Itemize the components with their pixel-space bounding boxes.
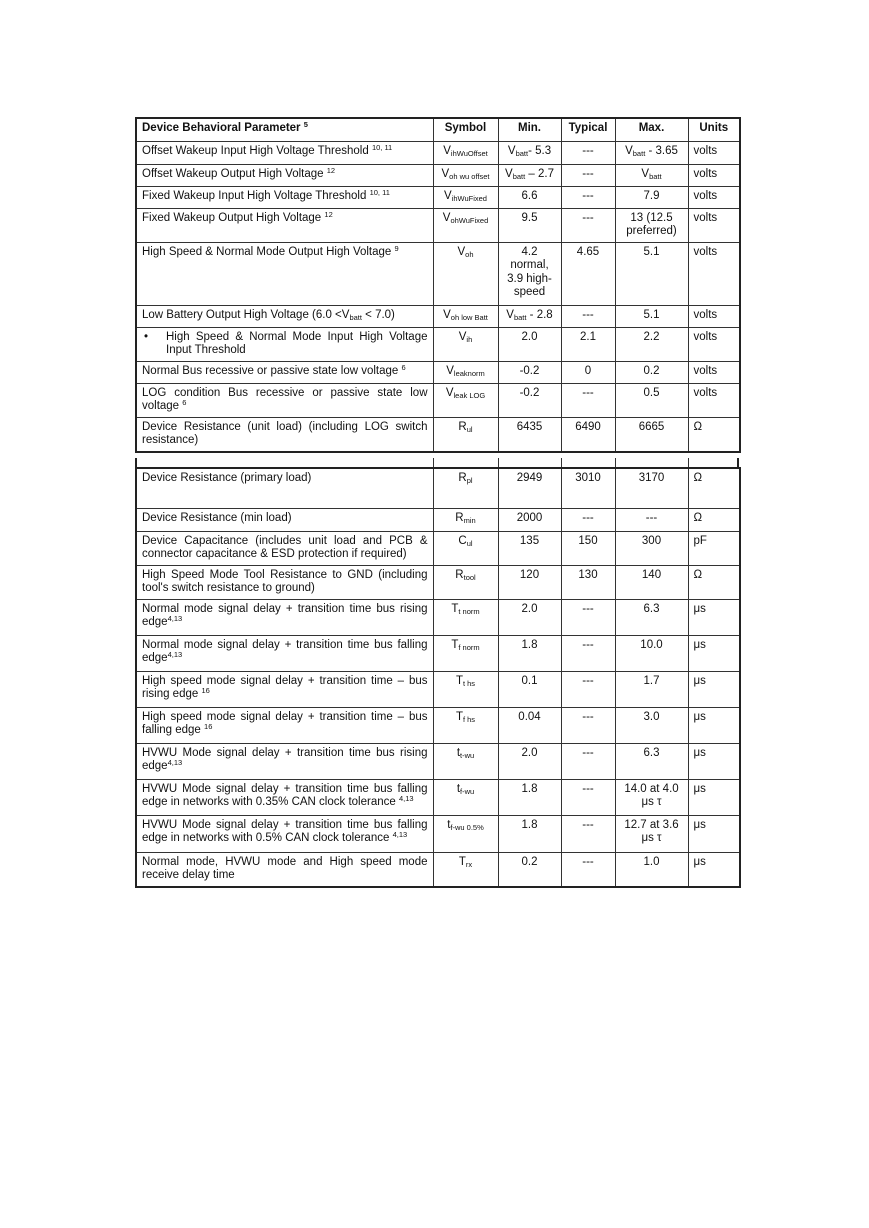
typical-cell: --- (561, 305, 615, 327)
max-cell: $V_{batt}$ (615, 164, 688, 186)
typical-cell: 3010 (561, 468, 615, 508)
symbol-cell: $V_{leak LOG}$ (433, 383, 498, 417)
min-cell: 0.2 (498, 852, 561, 887)
table-row (136, 707, 740, 743)
param-cell: LOG condition Bus recessive or passive state low voltage $^6$ (136, 383, 433, 417)
table-row (136, 508, 740, 531)
units-cell: volts (688, 327, 740, 361)
param-cell: Offset Wakeup Output High Voltage $^{12}$ (136, 164, 433, 186)
param-cell: Offset Wakeup Input High Voltage Threshold $^{10, 11}$ (136, 141, 433, 164)
max-cell: 7.9 (615, 186, 688, 208)
table-row (136, 779, 740, 815)
max-cell: 300 (615, 531, 688, 565)
header-symbol: Symbol (433, 118, 498, 141)
min-cell: 2.0 (498, 599, 561, 635)
typical-cell: --- (561, 164, 615, 186)
units-cell: Ω (688, 565, 740, 599)
symbol-cell: $T_{f norm}$ (433, 635, 498, 671)
table-row (136, 743, 740, 779)
typical-cell: --- (561, 208, 615, 242)
typical-cell: 6490 (561, 417, 615, 452)
symbol-cell: $V_{ohWuFixed}$ (433, 208, 498, 242)
units-cell: volts (688, 361, 740, 383)
max-cell: --- (615, 508, 688, 531)
typical-cell: --- (561, 743, 615, 779)
min-cell: 120 (498, 565, 561, 599)
header-max: Max. (615, 118, 688, 141)
param-cell: HVWU Mode signal delay + transition time bus falling edge in networks with 0.5% CAN clock tolerance $^{4,13}$ (136, 815, 433, 852)
table-row (136, 852, 740, 887)
typical-cell: 150 (561, 531, 615, 565)
max-cell: 6.3 (615, 743, 688, 779)
units-cell: volts (688, 164, 740, 186)
table-row (136, 531, 740, 565)
min-cell: 2949 (498, 468, 561, 508)
table-row (136, 327, 740, 361)
typical-cell: --- (561, 599, 615, 635)
table-row (136, 242, 740, 305)
typical-cell: 0 (561, 361, 615, 383)
units-cell: μs (688, 635, 740, 671)
param-cell: Normal mode signal delay + transition time bus falling edge$^{4,13}$ (136, 635, 433, 671)
symbol-cell: $R_{pl}$ (433, 468, 498, 508)
symbol-cell: $t_{t-wu}$ (433, 743, 498, 779)
max-cell: $V_{batt} - 3.65$ (615, 141, 688, 164)
symbol-cell: $V_{oh wu offset}$ (433, 164, 498, 186)
max-cell: 13 (12.5 preferred) (615, 208, 688, 242)
min-cell: 0.1 (498, 671, 561, 707)
spec-table-part-1 (135, 117, 741, 453)
min-cell: -0.2 (498, 361, 561, 383)
table-row (136, 635, 740, 671)
typical-cell: --- (561, 707, 615, 743)
table-row (136, 164, 740, 186)
param-cell: Fixed Wakeup Output High Voltage $^{12}$ (136, 208, 433, 242)
units-cell: μs (688, 671, 740, 707)
param-cell: Device Resistance (min load) (136, 508, 433, 531)
min-cell: 6435 (498, 417, 561, 452)
units-cell: Ω (688, 417, 740, 452)
table-row (136, 565, 740, 599)
max-cell: 6.3 (615, 599, 688, 635)
symbol-cell: $t_{f-wu}$ (433, 779, 498, 815)
param-cell: • High Speed & Normal Mode Input High Voltage Input Threshold (136, 327, 433, 361)
table-row (136, 815, 740, 852)
param-cell: High Speed Mode Tool Resistance to GND (including tool's switch resistance to ground) (136, 565, 433, 599)
min-cell: -0.2 (498, 383, 561, 417)
typical-cell: --- (561, 671, 615, 707)
units-cell: μs (688, 779, 740, 815)
min-cell: 1.8 (498, 779, 561, 815)
typical-cell: --- (561, 186, 615, 208)
symbol-cell: $V_{ihWuFixed}$ (433, 186, 498, 208)
table-row (136, 208, 740, 242)
min-cell: $V_{batt} - 2.8$ (498, 305, 561, 327)
typical-cell: --- (561, 635, 615, 671)
table-row (136, 417, 740, 452)
min-cell: 2000 (498, 508, 561, 531)
typical-cell: 4.65 (561, 242, 615, 305)
max-cell: 5.1 (615, 242, 688, 305)
table-row (136, 383, 740, 417)
max-cell: 12.7 at 3.6 μs τ (615, 815, 688, 852)
symbol-cell: $V_{ih}$ (433, 327, 498, 361)
units-cell: Ω (688, 468, 740, 508)
max-cell: 6665 (615, 417, 688, 452)
symbol-cell: $R_{min}$ (433, 508, 498, 531)
param-cell: Low Battery Output High Voltage $(6.0 <V_{batt} < 7.0)$ (136, 305, 433, 327)
min-cell: 2.0 (498, 327, 561, 361)
units-cell: μs (688, 815, 740, 852)
page-break-divider (135, 458, 739, 467)
units-cell: volts (688, 305, 740, 327)
min-cell: 0.04 (498, 707, 561, 743)
units-cell: volts (688, 242, 740, 305)
typical-cell: --- (561, 852, 615, 887)
header-units: Units (688, 118, 740, 141)
units-cell: μs (688, 599, 740, 635)
min-cell: 9.5 (498, 208, 561, 242)
units-cell: volts (688, 383, 740, 417)
symbol-cell: $T_{f hs}$ (433, 707, 498, 743)
table-row (136, 305, 740, 327)
min-cell: 1.8 (498, 815, 561, 852)
symbol-cell: $V_{ihWuOffset}$ (433, 141, 498, 164)
max-cell: 3170 (615, 468, 688, 508)
max-cell: 0.5 (615, 383, 688, 417)
max-cell: 1.0 (615, 852, 688, 887)
max-cell: 0.2 (615, 361, 688, 383)
typical-cell: --- (561, 508, 615, 531)
symbol-cell: $T_{rx}$ (433, 852, 498, 887)
max-cell: 5.1 (615, 305, 688, 327)
max-cell: 14.0 at 4.0 μs τ (615, 779, 688, 815)
min-cell: 4.2 normal, 3.9 high-speed (498, 242, 561, 305)
min-cell: 2.0 (498, 743, 561, 779)
table-row (136, 599, 740, 635)
typical-cell: --- (561, 815, 615, 852)
bullet-icon: • (144, 330, 149, 343)
symbol-cell: $V_{oh low Batt}$ (433, 305, 498, 327)
symbol-cell: $t_{f-wu 0.5\%}$ (433, 815, 498, 852)
param-cell: HVWU Mode signal delay + transition time bus rising edge$^{4,13}$ (136, 743, 433, 779)
max-cell: 140 (615, 565, 688, 599)
typical-cell: --- (561, 141, 615, 164)
units-cell: pF (688, 531, 740, 565)
table-row (136, 141, 740, 164)
symbol-cell: $R_{ul}$ (433, 417, 498, 452)
max-cell: 1.7 (615, 671, 688, 707)
spec-table-part-2 (135, 467, 741, 888)
table-row (136, 468, 740, 508)
param-cell: HVWU Mode signal delay + transition time bus falling edge in networks with 0.35% CAN clock tolerance $^{4,13}$ (136, 779, 433, 815)
min-cell: 1.8 (498, 635, 561, 671)
units-cell: μs (688, 707, 740, 743)
header-min: Min. (498, 118, 561, 141)
param-cell: Device Resistance (primary load) (136, 468, 433, 508)
min-cell: $V_{batt}-$ 5.3 (498, 141, 561, 164)
max-cell: 3.0 (615, 707, 688, 743)
units-cell: Ω (688, 508, 740, 531)
units-cell: volts (688, 141, 740, 164)
table-header-row (136, 118, 740, 141)
symbol-cell: $V_{oh}$ (433, 242, 498, 305)
symbol-cell: $T_{t norm}$ (433, 599, 498, 635)
typical-cell: --- (561, 383, 615, 417)
header-parameter: Device Behavioral Parameter $^5$ (136, 118, 433, 141)
table-row (136, 361, 740, 383)
symbol-cell: $V_{leaknorm}$ (433, 361, 498, 383)
typical-cell: --- (561, 779, 615, 815)
max-cell: 2.2 (615, 327, 688, 361)
units-cell: volts (688, 186, 740, 208)
param-cell: High speed mode signal delay + transition time – bus rising edge $^{16}$ (136, 671, 433, 707)
units-cell: μs (688, 743, 740, 779)
param-cell: Normal Bus recessive or passive state low voltage $^6$ (136, 361, 433, 383)
param-cell: High speed mode signal delay + transition time – bus falling edge $^{16}$ (136, 707, 433, 743)
table-row (136, 186, 740, 208)
symbol-cell: $C_{ul}$ (433, 531, 498, 565)
header-typical: Typical (561, 118, 615, 141)
min-cell: $V_{batt} - 2.7$ (498, 164, 561, 186)
min-cell: 135 (498, 531, 561, 565)
param-cell: Normal mode signal delay + transition time bus rising edge$^{4,13}$ (136, 599, 433, 635)
param-cell: Device Resistance (unit load) (including LOG switch resistance) (136, 417, 433, 452)
max-cell: 10.0 (615, 635, 688, 671)
param-cell: Fixed Wakeup Input High Voltage Threshold $^{10, 11}$ (136, 186, 433, 208)
units-cell: volts (688, 208, 740, 242)
param-cell: High Speed & Normal Mode Output High Voltage $^9$ (136, 242, 433, 305)
symbol-cell: $T_{t hs}$ (433, 671, 498, 707)
typical-cell: 130 (561, 565, 615, 599)
param-cell: Device Capacitance (includes unit load and PCB & connector capacitance & ESD protection if required) (136, 531, 433, 565)
param-cell: Normal mode, HVWU mode and High speed mode receive delay time (136, 852, 433, 887)
typical-cell: 2.1 (561, 327, 615, 361)
min-cell: 6.6 (498, 186, 561, 208)
units-cell: μs (688, 852, 740, 887)
symbol-cell: $R_{tool}$ (433, 565, 498, 599)
table-row (136, 671, 740, 707)
